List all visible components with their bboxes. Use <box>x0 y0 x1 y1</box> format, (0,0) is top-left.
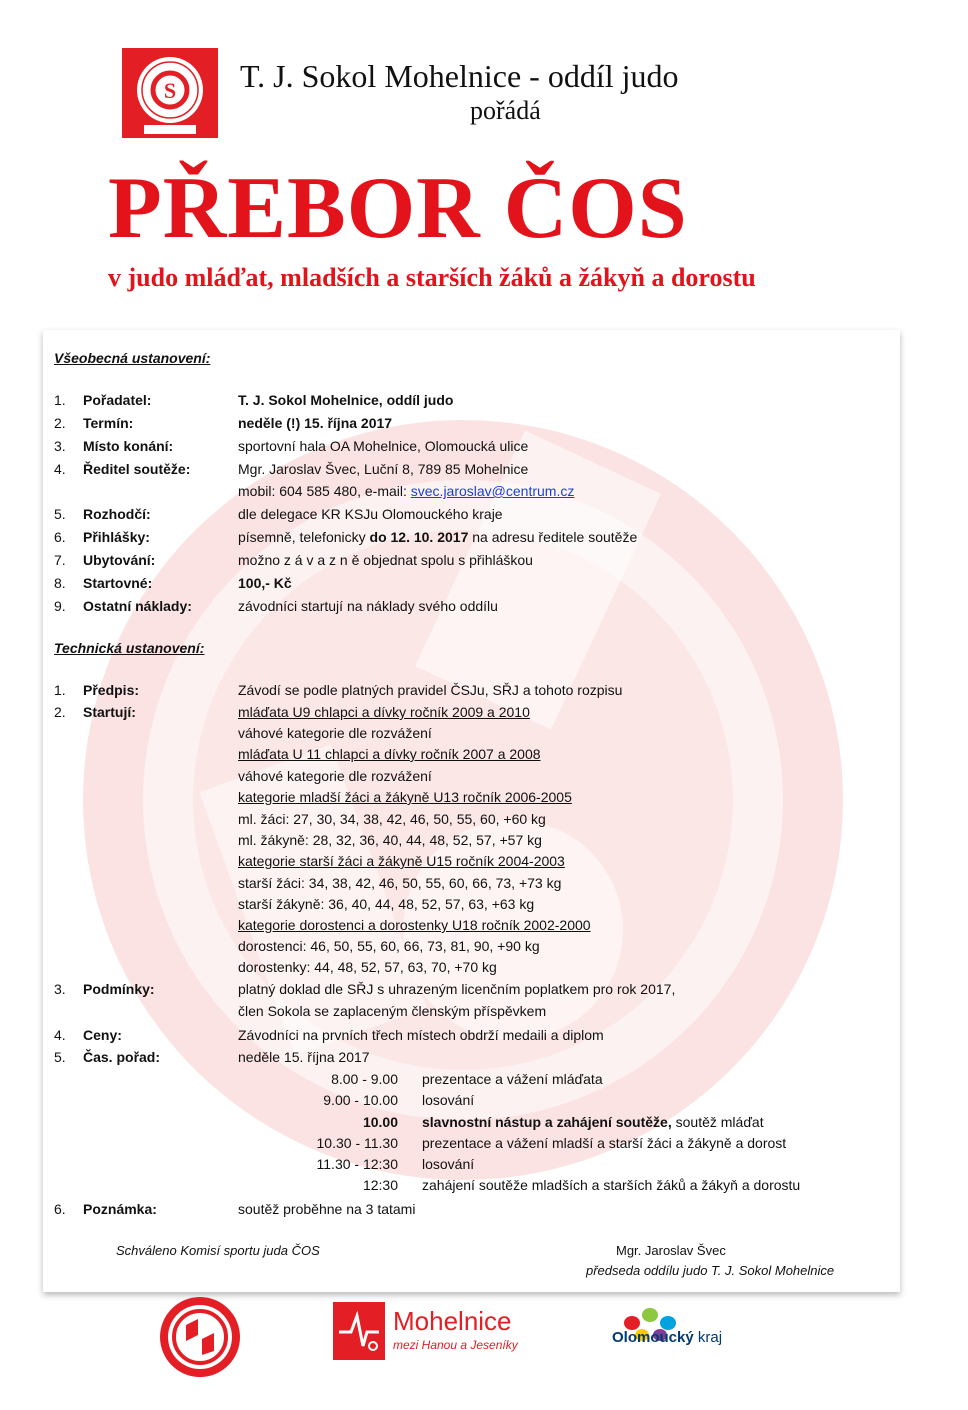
category-line <box>43 765 900 787</box>
item-label: Ředitel soutěže: <box>83 461 191 477</box>
category-heading: mláďata U9 chlapci a dívky ročník 2009 a 2010 <box>238 704 530 720</box>
general-item <box>43 435 900 457</box>
value-part: písemně, telefonicky <box>238 529 370 545</box>
event-title: PŘEBOR ČOS <box>108 160 688 257</box>
item-number: 8. <box>54 575 66 591</box>
item-label: Ceny: <box>83 1027 122 1043</box>
item-label: Rozhodčí: <box>83 506 151 522</box>
item-value: 100,- Kč <box>238 575 292 591</box>
item-label: Místo konání: <box>83 438 174 454</box>
item-label: Startují: <box>83 704 136 720</box>
technical-item <box>43 1024 900 1046</box>
item-number: 5. <box>54 506 66 522</box>
category-line <box>43 786 900 808</box>
general-rules-heading: Všeobecná ustanovení: <box>54 350 211 366</box>
item-value <box>238 526 637 548</box>
general-item <box>43 412 900 434</box>
category-heading: kategorie starší žáci a žákyně U15 ročník 2004-2003 <box>238 853 565 869</box>
schedule-time: 10.30 - 11.30 <box>316 1135 398 1151</box>
item-label: Předpis: <box>83 682 140 698</box>
item-number: 1. <box>54 392 66 408</box>
category-detail: váhové kategorie dle rozvážení <box>238 768 432 784</box>
schedule-time: 10.00 <box>362 1114 398 1130</box>
category-detail: ml. žáci: 27, 30, 34, 38, 42, 46, 50, 55, 60, +60 kg <box>238 811 546 827</box>
schedule-desc: losování <box>422 1156 475 1172</box>
category-detail: dorostenci: 46, 50, 55, 60, 66, 73, 81, 90, +90 kg <box>238 938 540 954</box>
category-line <box>43 935 900 957</box>
item-label: Poznámka: <box>83 1201 157 1217</box>
schedule-row <box>43 1174 900 1196</box>
item-number: 4. <box>54 461 66 477</box>
item-number: 5. <box>54 1049 66 1065</box>
item-value: závodníci startují na náklady svého oddílu <box>238 598 498 614</box>
general-item <box>43 572 900 594</box>
item-value: dle delegace KR KSJu Olomouckého kraje <box>238 506 503 522</box>
category-line <box>43 722 900 744</box>
item-value: platný doklad dle SŘJ s uhrazeným licenčním poplatkem pro rok 2017, <box>238 981 676 997</box>
region-name <box>612 1329 722 1346</box>
schedule-row <box>43 1132 900 1154</box>
item-value: T. J. Sokol Mohelnice, oddíl judo <box>238 392 454 408</box>
general-item <box>43 549 900 571</box>
judo-club-logo <box>122 48 218 138</box>
technical-item <box>43 1198 900 1220</box>
signatory-role: předseda oddílu judo T. J. Sokol Mohelnice <box>586 1263 835 1278</box>
category-detail: váhové kategorie dle rozvážení <box>238 725 432 741</box>
region-name-bold: Olomoucký <box>612 1329 694 1346</box>
category-heading: mláďata U 11 chlapci a dívky ročník 2007 a 2008 <box>238 746 541 762</box>
item-label: Pořadatel: <box>83 392 152 408</box>
schedule-time: 9.00 - 10.00 <box>323 1092 398 1108</box>
item-number: 4. <box>54 1027 66 1043</box>
item-label: Ostatní náklady: <box>83 598 192 614</box>
technical-rules-heading: Technická ustanovení: <box>54 640 205 656</box>
item-value: Závodníci na prvních třech místech obdrží medaili a diplom <box>238 1027 604 1043</box>
item-label: Čas. pořad: <box>83 1049 161 1065</box>
technical-item <box>43 701 900 723</box>
category-line <box>43 743 900 765</box>
conditions-line <box>43 1000 900 1022</box>
item-value: neděle (!) 15. října 2017 <box>238 415 393 431</box>
item-value: sportovní hala OA Mohelnice, Olomoucká ulice <box>238 438 529 454</box>
item-number: 2. <box>54 704 66 720</box>
category-detail: starší žáci: 34, 38, 42, 46, 50, 55, 60, 66, 73, +73 kg <box>238 875 562 891</box>
general-item <box>43 526 900 548</box>
category-detail: starší žákyně: 36, 40, 44, 48, 52, 57, 63, +63 kg <box>238 896 535 912</box>
schedule-time: 11.30 - 12:30 <box>316 1156 398 1172</box>
schedule-row <box>43 1153 900 1175</box>
item-number: 7. <box>54 552 66 568</box>
signatory-name: Mgr. Jaroslav Švec <box>616 1243 726 1258</box>
item-number: 2. <box>54 415 66 431</box>
schedule-time: 12:30 <box>362 1177 398 1193</box>
schedule-desc: zahájení soutěže mladších a starších žáků a žákyň a dorostu <box>422 1177 801 1193</box>
schedule-row <box>43 1089 900 1111</box>
item-number: 1. <box>54 682 66 698</box>
category-detail: ml. žákyně: 28, 32, 36, 40, 44, 48, 52, 57, +57 kg <box>238 832 542 848</box>
schedule-desc: prezentace a vážení mladší a starší žáci a žákyně a dorost <box>422 1135 787 1151</box>
region-name-light: kraj <box>693 1329 723 1346</box>
general-item <box>43 503 900 525</box>
deadline-date: do 12. 10. 2017 <box>369 529 469 545</box>
olomoucky-kraj-logo <box>600 1295 794 1365</box>
item-value: soutěž proběhne na 3 tatami <box>238 1201 416 1217</box>
item-value: neděle 15. října 2017 <box>238 1049 370 1065</box>
svg-text:S: S <box>163 78 177 103</box>
category-line <box>43 850 900 872</box>
item-value: možno z á v a z n ě objednat spolu s přihláškou <box>238 552 533 568</box>
approval-note: Schváleno Komisí sportu juda ČOS <box>116 1243 320 1258</box>
item-number: 9. <box>54 598 66 614</box>
schedule-time: 8.00 - 9.00 <box>331 1071 398 1087</box>
item-number: 3. <box>54 438 66 454</box>
event-subtitle: v judo mláďat, mladších a starších žáků a žákyň a dorostu <box>108 263 756 292</box>
item-value: Mgr. Jaroslav Švec, Luční 8, 789 85 Mohelnice <box>238 461 529 477</box>
town-slogan: mezi Hanou a Jeseníky <box>393 1338 518 1352</box>
general-item <box>43 595 900 617</box>
general-item <box>43 458 900 480</box>
item-label: Ubytování: <box>83 552 156 568</box>
schedule-row <box>43 1068 900 1090</box>
category-line <box>43 829 900 851</box>
schedule-row <box>43 1111 900 1133</box>
category-heading: kategorie mladší žáci a žákyně U13 ročník 2006-2005 <box>238 789 572 805</box>
category-heading: kategorie dorostenci a dorostenky U18 ročník 2002-2000 <box>238 917 591 933</box>
mobile-text: mobil: 604 585 480, e-mail: <box>238 483 411 499</box>
item-value: Závodí se podle platných pravidel ČSJu, SŘJ a tohoto rozpisu <box>238 682 623 698</box>
organizer-heading: T. J. Sokol Mohelnice - oddíl judo <box>240 58 679 94</box>
technical-item <box>43 978 900 1000</box>
schedule-desc: losování <box>422 1092 475 1108</box>
town-name: Mohelnice <box>393 1306 512 1336</box>
item-label: Podmínky: <box>83 981 155 997</box>
item-value: člen Sokola se zaplaceným členským příspěvkem <box>238 1003 547 1019</box>
item-label: Přihlášky: <box>83 529 150 545</box>
category-line <box>43 956 900 978</box>
technical-item <box>43 679 900 701</box>
item-label: Startovné: <box>83 575 153 591</box>
general-item <box>43 389 900 411</box>
mohelnice-town-logo <box>333 1302 533 1360</box>
category-detail: dorostenky: 44, 48, 52, 57, 63, 70, +70 kg <box>238 959 497 975</box>
item-number: 6. <box>54 529 66 545</box>
email-link[interactable]: svec.jaroslav@centrum.cz <box>410 483 575 499</box>
sokol-logo <box>158 1295 242 1379</box>
schedule-desc: prezentace a vážení mláďata <box>422 1071 603 1087</box>
schedule-desc: soutěž mláďat <box>671 1114 764 1130</box>
rules-sheet <box>43 330 900 1292</box>
contact-value <box>238 480 574 502</box>
item-number: 6. <box>54 1201 66 1217</box>
presents-text: pořádá <box>470 96 541 125</box>
category-line <box>43 914 900 936</box>
item-label: Termín: <box>83 415 134 431</box>
item-number: 3. <box>54 981 66 997</box>
contact-line <box>43 480 900 502</box>
category-line <box>43 808 900 830</box>
category-line <box>43 872 900 894</box>
mohelnice-emblem-icon <box>333 1302 385 1360</box>
category-line <box>43 893 900 915</box>
schedule-desc-bold: slavnostní nástup a zahájení soutěže, <box>422 1114 672 1130</box>
value-part: na adresu ředitele soutěže <box>468 529 638 545</box>
technical-item <box>43 1046 900 1068</box>
